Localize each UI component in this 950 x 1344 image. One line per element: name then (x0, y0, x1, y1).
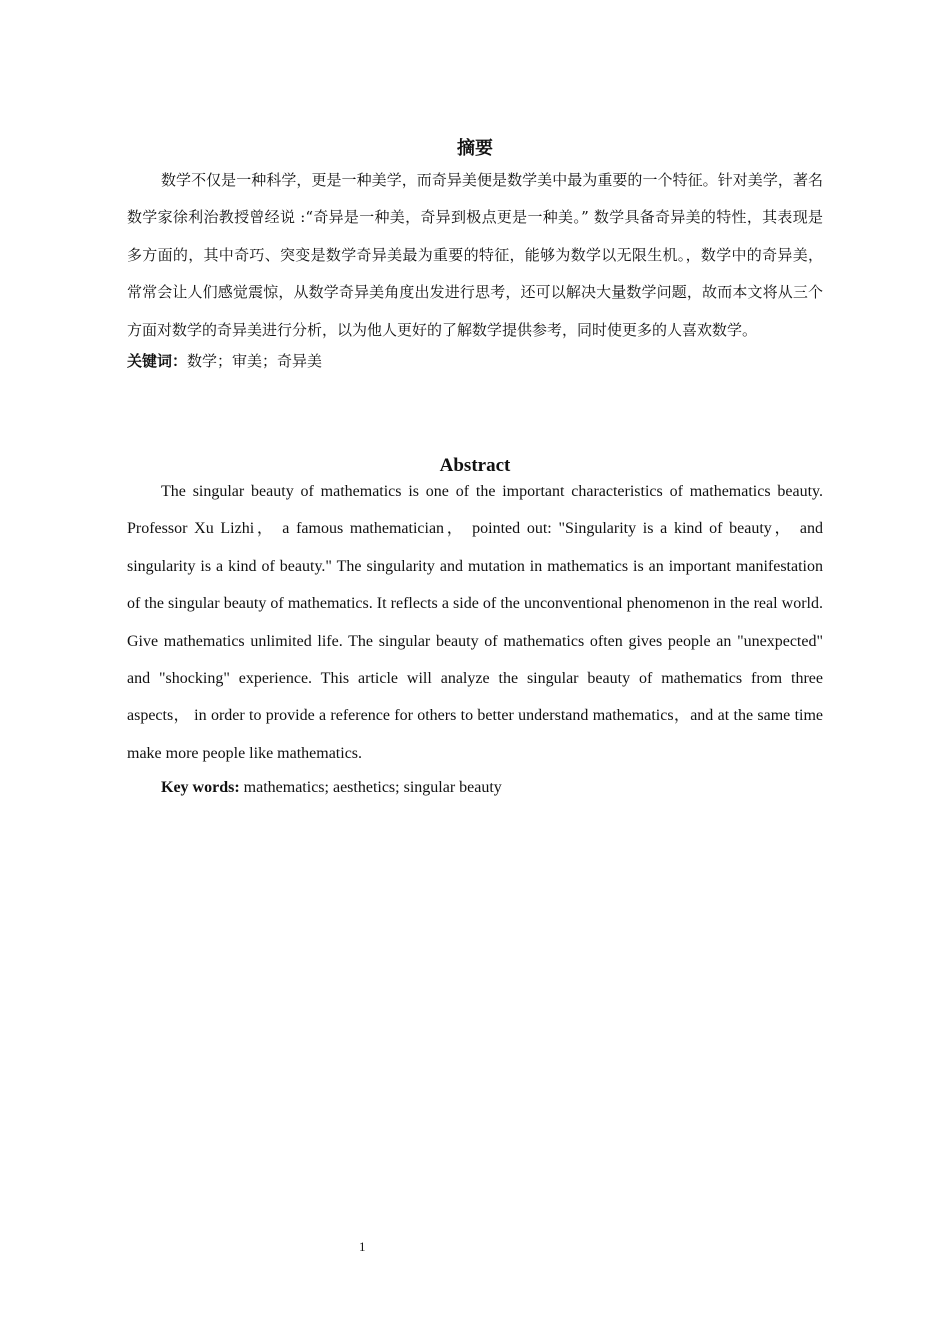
chinese-abstract-title: 摘要 (457, 138, 493, 159)
english-abstract-body: The singular beauty of mathematics is one of the important characteristics of mathematics beauty. Professor Xu Lizhi， a famous mathematician， pointed out: "Singularity is a kind of beauty， and singularity is a kind of beauty." The singularity and mutation in mathematics is an important manifestation of the singular beauty of mathematics. It reflects a side of the unconventional phenomenon in the real world. Give mathematics unlimited life. The singular beauty of mathematics often gives people an "unexpected" and "shocking" experience. This article will analyze the singular beauty of mathematics from three aspects， in order to provide a reference for others to better understand mathematics，and at the same time make more people like mathematics. (127, 483, 823, 762)
chinese-keywords (127, 349, 823, 373)
page-number: 1 (359, 1239, 366, 1254)
english-keywords (127, 776, 823, 800)
chinese-keywords-label: 关键词： (127, 352, 188, 371)
chinese-keywords-value: 数学；审美；奇异美 (187, 352, 323, 371)
english-abstract-title: Abstract (439, 455, 511, 477)
chinese-abstract-body: 数学不仅是一种科学，更是一种美学，而奇异美便是数学美中最为重要的一个特征。针对美学，著名数学家徐利治教授曾经说 :“奇异是一种美，奇异到极点更是一种美。” 数学具备奇异美的特性，其表现是多方面的，其中奇巧、突变是数学奇异美最为重要的特征，能够为数学以无限生机。，数学中的奇异美，常常会让人们感觉震惊，从数学奇异美角度出发进行思考，还可以解决大量数学问题，故而本文将从三个方面对数学的奇异美进行分析，以为他人更好的了解数学提供参考，同时使更多的人喜欢数学。 (127, 171, 823, 339)
english-keywords-label: Key words: (161, 779, 240, 797)
english-keywords-value: mathematics; aesthetics; singular beauty (239, 779, 502, 797)
document-page (127, 136, 823, 800)
